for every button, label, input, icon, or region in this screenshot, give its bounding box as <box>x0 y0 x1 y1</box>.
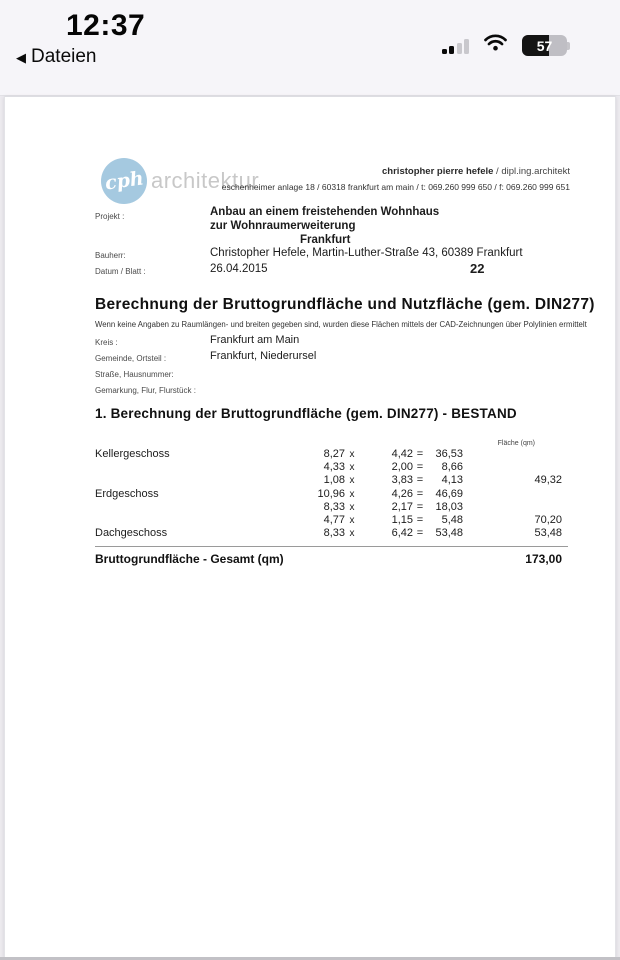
projekt-value-line2: zur Wohnraumerweiterung <box>210 220 356 232</box>
table-row <box>95 527 562 540</box>
equals-sign: = <box>416 500 424 513</box>
dim-b: 3,83 <box>391 474 413 487</box>
battery-percent-text: 57 <box>536 37 553 54</box>
dim-a: 4,77 <box>323 513 345 526</box>
dim-a: 8,33 <box>323 527 345 540</box>
table-row <box>95 448 562 461</box>
total-label: Bruttogrundfläche - Gesamt (qm) <box>95 552 284 566</box>
contact-address: eschenheimer anlage 18 / 60318 frankfurt am main / t: 069.260 999 650 / f: 069.260 999 651 <box>221 182 570 192</box>
flaeche-column-header: Fläche (qm) <box>497 440 535 447</box>
gemeinde-label: Gemeinde, Ortsteil : <box>95 354 167 363</box>
equals-sign: = <box>416 448 424 460</box>
gemeinde-value: Frankfurt, Niederursel <box>210 350 317 362</box>
back-label: Dateien <box>31 46 97 67</box>
wifi-icon <box>483 33 508 56</box>
cellular-signal-icon <box>442 39 470 54</box>
multiply-sign: x <box>349 514 355 526</box>
equals-sign: = <box>416 487 424 500</box>
blatt-number: 22 <box>470 261 485 276</box>
gemarkung-label: Gemarkung, Flur, Flurstück : <box>95 386 196 395</box>
projekt-value-line1: Anbau an einem freistehenden Wohnhaus <box>210 206 440 218</box>
equals-sign: = <box>416 527 424 540</box>
table-row <box>95 501 562 514</box>
logo-initials: cph <box>103 167 145 195</box>
bauherr-value: Christopher Hefele, Martin-Luther-Straße 43, 60389 Frankfurt <box>210 247 523 259</box>
row-label: Kellergeschoss <box>95 448 170 460</box>
multiply-sign: x <box>349 475 355 487</box>
back-icon: ◀ <box>16 50 26 65</box>
equals-sign: = <box>416 513 424 526</box>
dim-a: 8,33 <box>323 500 345 513</box>
status-icons <box>442 33 573 57</box>
row-subtotal: 49,32 <box>534 474 562 487</box>
table-row <box>95 488 562 501</box>
dim-a: 8,27 <box>323 448 345 460</box>
datum-blatt-label: Datum / Blatt : <box>95 267 146 276</box>
table-row <box>95 461 562 474</box>
row-result: 5,48 <box>441 513 463 526</box>
dim-b: 2,17 <box>391 500 413 513</box>
document-subtitle: Wenn keine Angaben zu Raumlängen- und breiten gegeben sind, wurden diese Flächen mittels der CAD-Zeichnungen über Polylinien ermittelt <box>95 320 587 329</box>
row-subtotal: 53,48 <box>534 527 562 540</box>
multiply-sign: x <box>349 528 355 540</box>
dim-b: 4,42 <box>391 448 413 460</box>
logo-wordmark: architektur <box>151 168 260 193</box>
logo-mark <box>101 158 147 204</box>
projekt-label: Projekt : <box>95 212 125 221</box>
multiply-sign: x <box>349 488 355 500</box>
total-value: 173,00 <box>525 552 562 566</box>
bauherr-label: Bauherr: <box>95 251 126 260</box>
equals-sign: = <box>416 474 424 487</box>
row-result: 36,53 <box>435 448 463 460</box>
document-title: Berechnung der Bruttogrundfläche und Nutzfläche (gem. DIN277) <box>95 296 595 313</box>
kreis-label: Kreis : <box>95 338 118 347</box>
row-result: 46,69 <box>435 487 463 500</box>
clock-text: 12:37 <box>66 9 146 42</box>
battery-icon <box>522 35 572 56</box>
row-result: 4,13 <box>441 474 463 487</box>
table-row <box>95 474 562 487</box>
projekt-value-line3: Frankfurt <box>300 234 351 246</box>
bgf-table <box>95 448 562 540</box>
dim-a: 1,08 <box>323 474 345 487</box>
row-result: 8,66 <box>441 461 463 474</box>
dim-a: 4,33 <box>323 461 345 474</box>
contact-title: / dipl.ing.architekt <box>493 166 570 177</box>
table-row <box>95 514 562 527</box>
multiply-sign: x <box>349 449 355 460</box>
kreis-value: Frankfurt am Main <box>210 334 300 346</box>
contact-name-line <box>200 166 570 177</box>
equals-sign: = <box>416 461 424 474</box>
total-divider <box>95 546 568 547</box>
dim-b: 6,42 <box>391 527 413 540</box>
section1-heading: 1. Berechnung der Bruttogrundfläche (gem. DIN277) - BESTAND <box>95 406 517 421</box>
back-button[interactable] <box>16 46 97 68</box>
datum-value: 26.04.2015 <box>210 263 268 275</box>
row-subtotal: 70,20 <box>534 513 562 526</box>
dim-b: 4,26 <box>391 487 413 500</box>
status-bar <box>0 0 620 96</box>
multiply-sign: x <box>349 501 355 513</box>
dim-b: 1,15 <box>391 513 413 526</box>
contact-name: christopher pierre hefele <box>382 166 494 177</box>
row-result: 53,48 <box>435 527 463 540</box>
row-result: 18,03 <box>435 500 463 513</box>
dim-b: 2,00 <box>391 461 413 474</box>
dim-a: 10,96 <box>317 487 345 500</box>
multiply-sign: x <box>349 462 355 474</box>
row-label: Erdgeschoss <box>95 487 159 500</box>
row-label: Dachgeschoss <box>95 527 168 540</box>
strasse-label: Straße, Hausnummer: <box>95 370 174 379</box>
